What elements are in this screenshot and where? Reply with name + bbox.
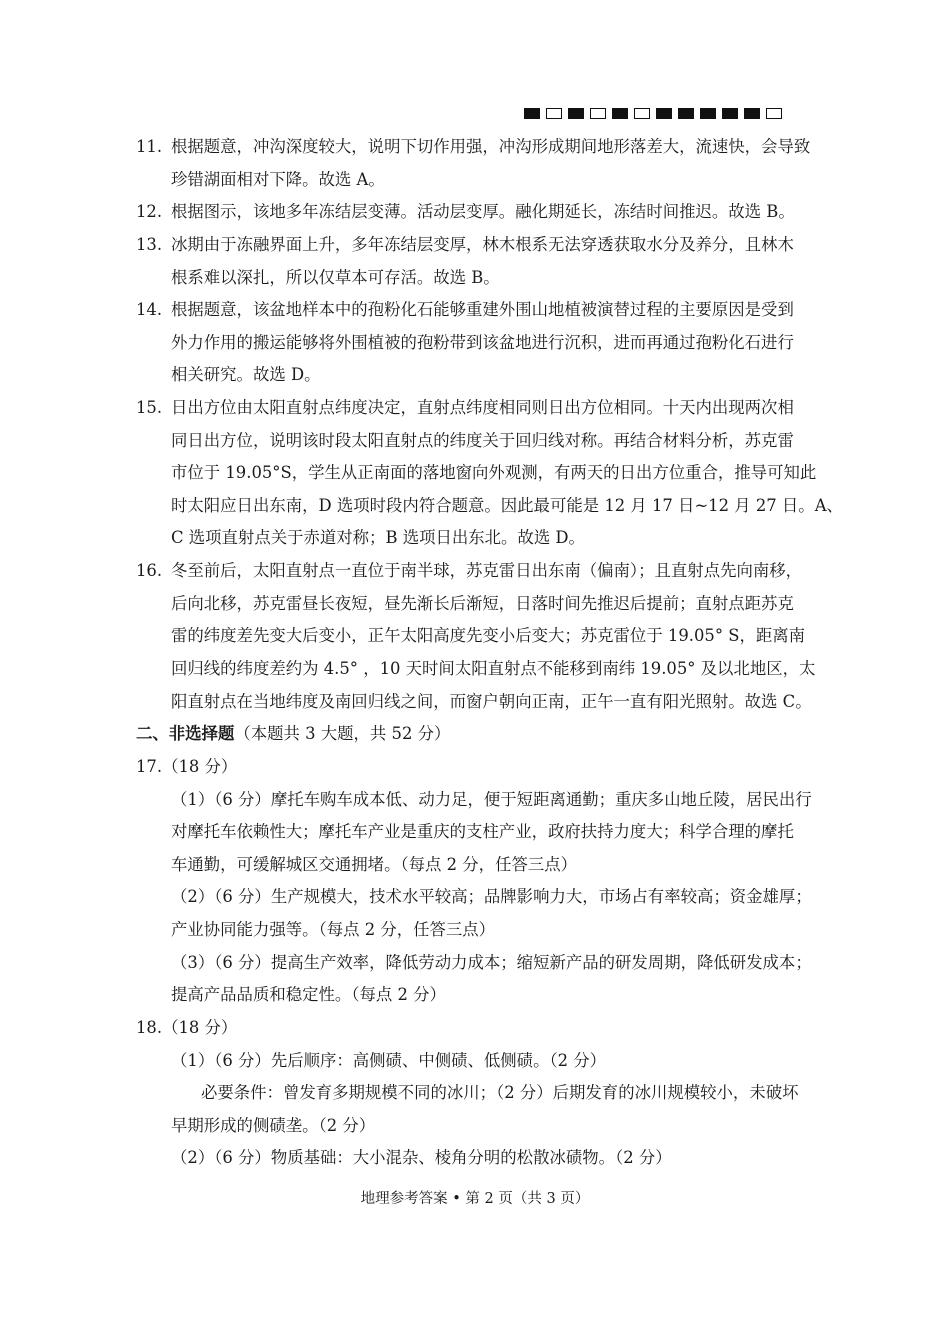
question-15-line-2: 同日出方位，说明该时段太阳直射点的纬度关于回归线对称。再结合材料分析，苏克雷: [171, 431, 794, 450]
question-17-part-1-line-1: （1）（6 分）摩托车购车成本低、动力足，便于短距离通勤；重庆多山地丘陵，居民出行: [171, 790, 812, 809]
question-17-part-2-line-2: 产业协同能力强等。（每点 2 分，任答三点）: [171, 920, 496, 939]
section-2-title: 二、非选择题: [136, 724, 235, 743]
header-marker-filled: [568, 108, 584, 119]
question-17-part-3-line-1: （3）（6 分）提高生产效率，降低劳动力成本；缩短新产品的研发周期，降低研发成本；: [171, 953, 812, 972]
section-2-heading: [136, 718, 450, 750]
question-18-line-2: 必要条件：曾发育多期规模不同的冰川；（2 分）后期发育的冰川规模较小，未破坏: [201, 1083, 799, 1102]
question-13-line-2: 根系难以深扎，所以仅草本可存活。故选 B。: [171, 268, 500, 287]
question-17-part-1-line-3: 车通勤，可缓解城区交通拥堵。（每点 2 分，任答三点）: [171, 855, 578, 874]
question-15-line-3: 市位于 19.05°S，学生从正南面的落地窗向外观测，有两天的日出方位重合，推导可知此: [171, 463, 817, 482]
question-17-part-1-line-2: 对摩托车依赖性大；摩托车产业是重庆的支柱产业，政府扶持力度大；科学合理的摩托: [171, 822, 794, 841]
question-15-number: 15.: [136, 398, 163, 417]
question-16-line-2: 后向北移，苏克雷昼长夜短，昼先渐长后渐短，日落时间先推迟后提前；直射点距苏克: [171, 594, 794, 613]
question-13-line-1: 冰期由于冻融界面上升，多年冻结层变厚，林木根系无法穿透获取水分及养分，且林木: [171, 235, 794, 254]
question-17-heading: [136, 751, 237, 783]
header-marker-filled: [700, 108, 716, 119]
question-17-score: （18 分）: [162, 757, 238, 776]
question-15-line-1: 日出方位由太阳直射点纬度决定，直射点纬度相同则日出方位相同。十天内出现两次相: [171, 398, 794, 417]
question-16-line-5: 阳直射点在当地纬度及南回归线之间，而窗户朝向正南，正午一直有阳光照射。故选 C。: [171, 692, 812, 711]
question-16-number: 16.: [136, 561, 163, 580]
section-2-note: （本题共 3 大题，共 52 分）: [234, 724, 451, 743]
header-marker-filled: [612, 108, 628, 119]
question-11-line-1: 根据题意，冲沟深度较大，说明下切作用强，冲沟形成期间地形落差大，流速快，会导致: [171, 137, 811, 156]
question-16-line-1: 冬至前后，太阳直射点一直位于南半球，苏克雷日出东南（偏南）；且直射点先向南移，: [171, 561, 803, 580]
question-18-number: 18.: [136, 1018, 163, 1037]
header-marker-empty: [766, 108, 782, 119]
question-15-line-4: 时太阳应日出东南，D 选项时段内符合题意。因此最可能是 12 月 17 日~12 月 27 日。A、: [171, 496, 843, 515]
question-12-number: 12.: [136, 202, 163, 221]
header-marker-filled: [656, 108, 672, 119]
question-18-line-3: 早期形成的侧碛垄。（2 分）: [171, 1116, 376, 1135]
question-16-line-4: 回归线的纬度差约为 4.5° ，10 天时间太阳直射点不能移到南纬 19.05° 及以北地区，太: [171, 659, 816, 678]
question-17-part-2-line-1: （2）（6 分）生产规模大，技术水平较高；品牌影响力大，市场占有率较高；资金雄厚；: [171, 887, 812, 906]
question-12-line-1: 根据图示，该地多年冻结层变薄。活动层变厚。融化期延长，冻结时间推迟。故选 B。: [171, 202, 795, 221]
question-14-line-2: 外力作用的搬运能够将外围植被的孢粉带到该盆地进行沉积，进而再通过孢粉化石进行: [171, 333, 794, 352]
question-13-number: 13.: [136, 235, 163, 254]
header-marker-row: [524, 108, 782, 120]
question-14-line-3: 相关研究。故选 D。: [171, 365, 321, 384]
header-marker-filled: [678, 108, 694, 119]
header-marker-empty: [590, 108, 606, 119]
question-16-line-3: 雷的纬度差先变大后变小，正午太阳高度先变小后变大；苏克雷位于 19.05° S，距离南: [171, 626, 806, 645]
header-marker-filled: [722, 108, 738, 119]
question-18-line-4: （2）（6 分）物质基础：大小混杂、棱角分明的松散冰碛物。（2 分）: [171, 1148, 672, 1167]
question-18-score: （18 分）: [162, 1018, 238, 1037]
question-15-line-5: C 选项直射点关于赤道对称；B 选项日出东北。故选 D。: [171, 528, 585, 547]
question-11-number: 11.: [136, 137, 163, 156]
question-14-number: 14.: [136, 300, 163, 319]
question-17-part-3-line-2: 提高产品品质和稳定性。（每点 2 分）: [171, 985, 446, 1004]
question-18-line-1: （1）（6 分）先后顺序：高侧碛、中侧碛、低侧碛。（2 分）: [171, 1051, 607, 1070]
question-17-number: 17.: [136, 757, 163, 776]
question-14-line-1: 根据题意，该盆地样本中的孢粉化石能够重建外围山地植被演替过程的主要原因是受到: [171, 300, 794, 319]
header-marker-empty: [546, 108, 562, 119]
header-marker-empty: [634, 108, 650, 119]
header-marker-filled: [744, 108, 760, 119]
page-footer: 地理参考答案 • 第 2 页（共 3 页）: [360, 1191, 590, 1207]
question-11-line-2: 珍错湖面相对下降。故选 A。: [171, 170, 385, 189]
question-18-heading: [136, 1012, 237, 1044]
header-marker-filled: [524, 108, 540, 119]
